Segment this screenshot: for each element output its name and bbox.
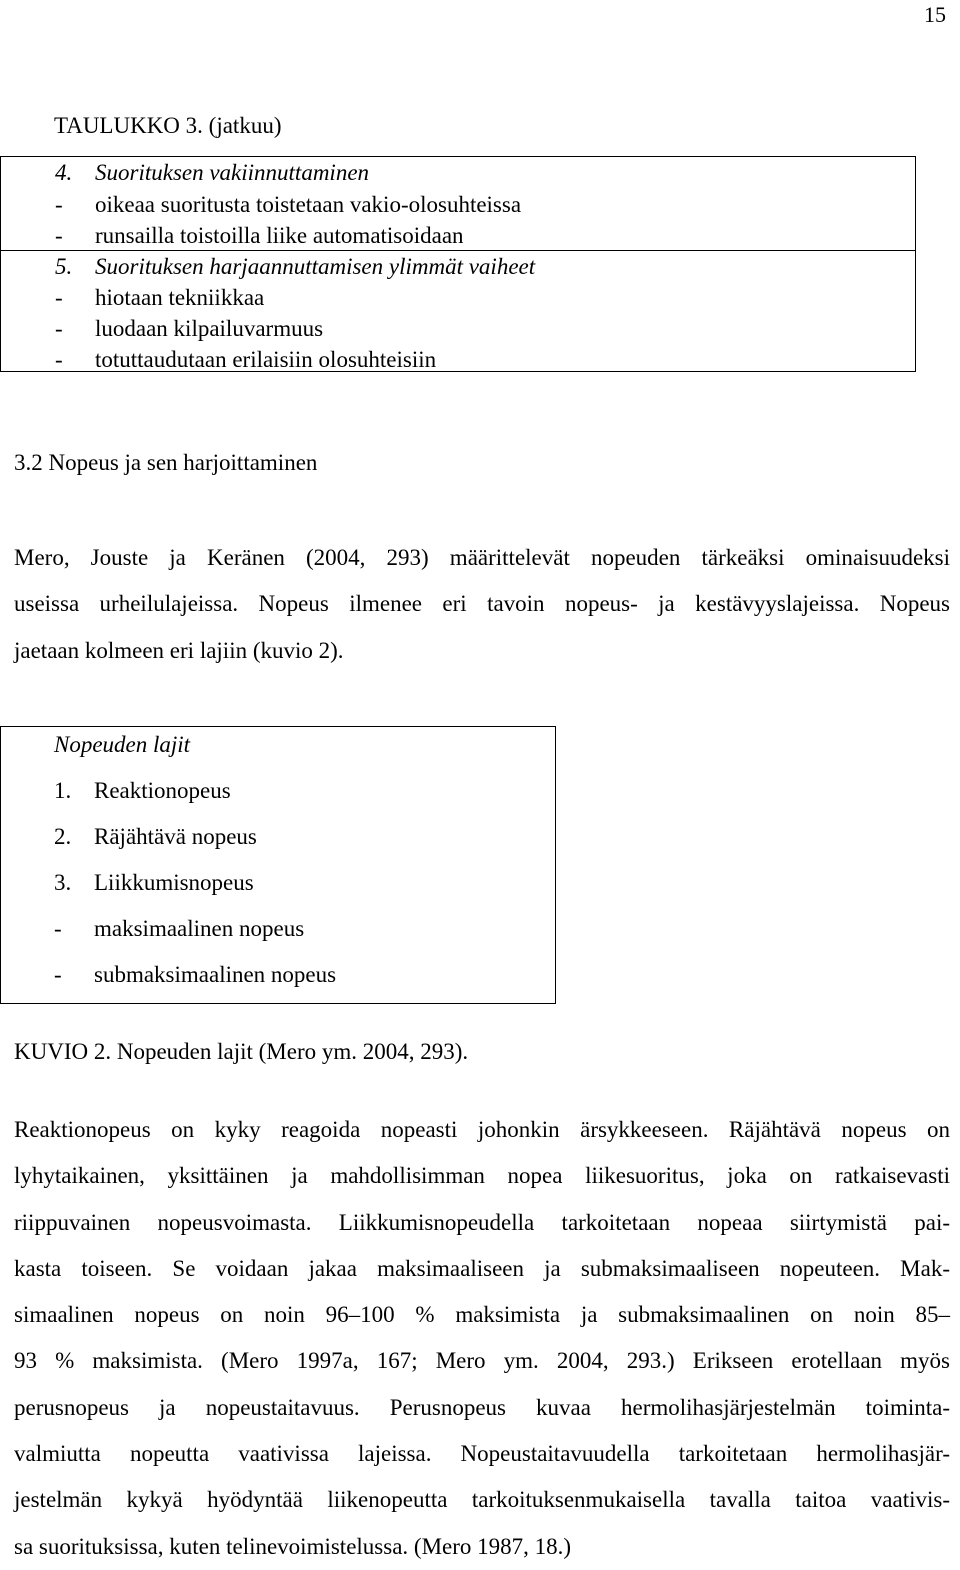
figure-list-item: 3. Liikkumisnopeus bbox=[54, 870, 254, 895]
figure-list-item: 2. Räjähtävä nopeus bbox=[54, 824, 257, 849]
paragraph-line: Reaktionopeus on kyky reagoida nopeasti johonkin ärsykkeeseen. Räjähtävä nopeus on bbox=[14, 1117, 950, 1142]
paragraph-line: Mero, Jouste ja Keränen (2004, 293) määrittelevät nopeuden tärkeäksi ominaisuudeksi bbox=[14, 545, 950, 570]
phase-5-item: - luodaan kilpailuvarmuus bbox=[55, 316, 324, 341]
paragraph-line: perusnopeus ja nopeustaitavuus. Perusnopeus kuvaa hermolihasjärjestelmän toiminta- bbox=[14, 1394, 950, 1420]
figure-list-item: - maksimaalinen nopeus bbox=[54, 916, 305, 941]
phase-4-item: - oikeaa suoritusta toistetaan vakio-olosuhteissa bbox=[55, 192, 522, 217]
figure-list-item: 1. Reaktionopeus bbox=[54, 778, 231, 803]
body-paragraph bbox=[14, 1107, 950, 1570]
table-caption: TAULUKKO 3. (jatkuu) bbox=[54, 113, 282, 138]
phase-4-item: - runsailla toistoilla liike automatisoidaan bbox=[55, 223, 464, 248]
page-number: 15 bbox=[924, 2, 946, 27]
continued-table bbox=[0, 156, 916, 372]
paragraph-line: useissa urheilulajeissa. Nopeus ilmenee eri tavoin nopeus- ja kestävyyslajeissa. Nopeus bbox=[14, 591, 950, 617]
paragraph-line: lyhytaikainen, yksittäinen ja mahdollisimman nopea liikesuoritus, joka on ratkaisevasti bbox=[14, 1163, 950, 1189]
figure-title: Nopeuden lajit bbox=[54, 732, 191, 757]
phase-5-title: 5. Suorituksen harjaannuttamisen ylimmät vaiheet bbox=[55, 254, 536, 279]
figure-caption: KUVIO 2. Nopeuden lajit (Mero ym. 2004, 293). bbox=[14, 1039, 469, 1064]
paragraph-line: kasta toiseen. Se voidaan jakaa maksimaaliseen ja submaksimaaliseen nopeuteen. Mak- bbox=[14, 1255, 950, 1281]
paragraph-line: jaetaan kolmeen eri lajiin (kuvio 2). bbox=[14, 637, 344, 663]
phase-5-item: - hiotaan tekniikkaa bbox=[55, 285, 265, 310]
paragraph-line: simaalinen nopeus on noin 96–100 % maksimista ja submaksimaalinen on noin 85– bbox=[14, 1302, 950, 1328]
figure-list-item: - submaksimaalinen nopeus bbox=[54, 962, 337, 987]
paragraph-line: valmiutta nopeutta vaativissa lajeissa. Nopeustaitavuudella tarkoitetaan hermolihasjär- bbox=[14, 1441, 950, 1467]
phase-5-item: - totuttaudutaan erilaisiin olosuhteisiin bbox=[55, 347, 437, 372]
paragraph-line: sa suorituksissa, kuten telinevoimistelussa. (Mero 1987, 18.) bbox=[14, 1533, 572, 1559]
paragraph-line: jestelmän kykyä hyödyntää liikenopeutta tarkoituksenmukaisella tavalla taitoa vaativis- bbox=[14, 1487, 950, 1513]
paragraph-line: riippuvainen nopeusvoimasta. Liikkumisnopeudella tarkoitetaan nopeaa siirtymistä pai- bbox=[14, 1209, 950, 1235]
intro-paragraph bbox=[14, 535, 950, 674]
speed-kinds-figure bbox=[0, 726, 556, 1004]
section-heading: 3.2 Nopeus ja sen harjoittaminen bbox=[14, 450, 318, 475]
paragraph-line: 93 % maksimista. (Mero 1997a, 167; Mero ym. 2004, 293.) Erikseen erotellaan myös bbox=[14, 1348, 950, 1374]
phase-4-title: 4. Suorituksen vakiinnuttaminen bbox=[55, 160, 370, 185]
